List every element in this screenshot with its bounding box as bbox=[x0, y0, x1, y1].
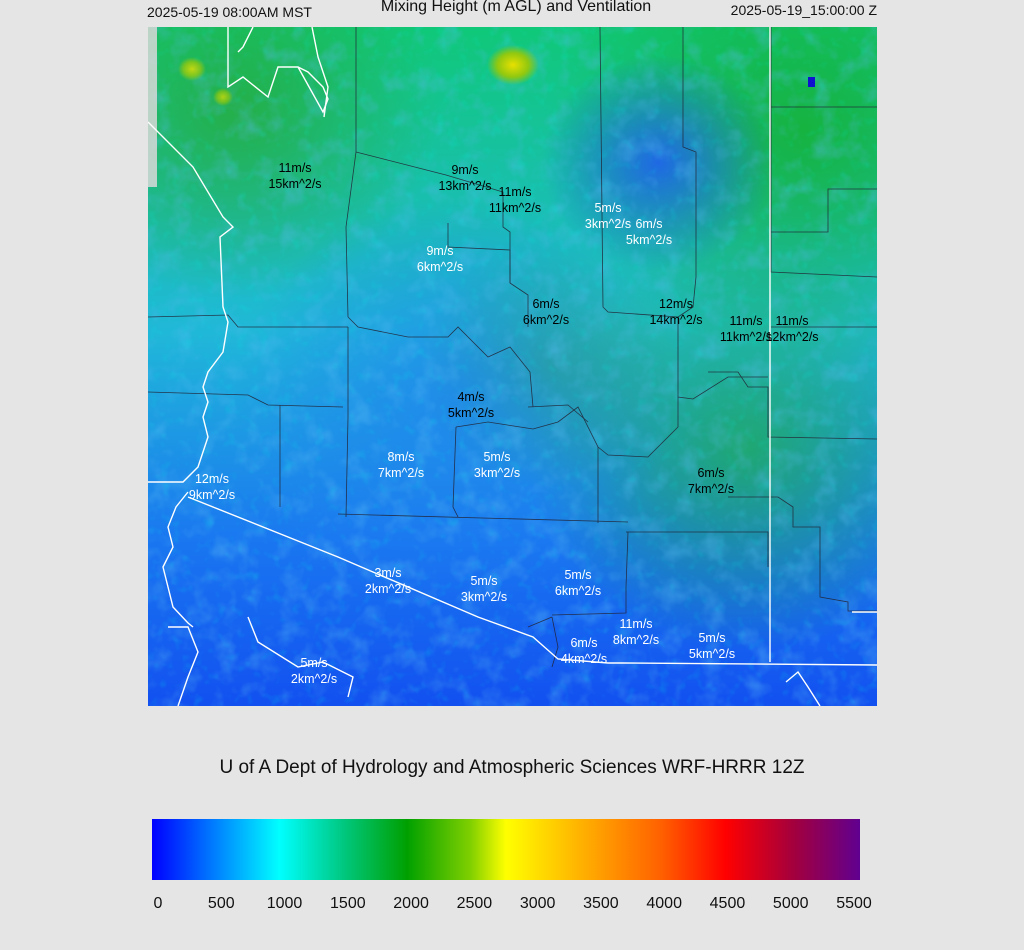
station-ventilation-label: 13km^2/s bbox=[438, 179, 492, 193]
station-ventilation-label: 7km^2/s bbox=[687, 482, 735, 496]
station-ventilation-label: 4km^2/s bbox=[560, 652, 608, 666]
colorbar-tick: 1500 bbox=[330, 895, 366, 912]
station-wind-label: 9m/s bbox=[426, 244, 454, 258]
station-ventilation-label: 3km^2/s bbox=[460, 590, 508, 604]
station-ventilation-label: 5km^2/s bbox=[625, 233, 673, 247]
station-ventilation-label: 2km^2/s bbox=[290, 672, 338, 686]
station-wind-label: 5m/s bbox=[300, 656, 328, 670]
station-ventilation-label: 2km^2/s bbox=[364, 582, 412, 596]
station-wind-label: 11m/s bbox=[498, 185, 532, 199]
colorbar-gradient bbox=[152, 819, 860, 880]
colorbar-tick: 1000 bbox=[266, 895, 303, 912]
station-wind-label: 9m/s bbox=[451, 163, 479, 177]
station-wind-label: 8m/s bbox=[387, 450, 415, 464]
colorbar-tick: 4500 bbox=[709, 895, 746, 912]
map-title: Mixing Height (m AGL) and Ventilation bbox=[380, 0, 652, 15]
station-ventilation-label: 14km^2/s bbox=[649, 313, 703, 327]
valid-time-local: 2025-05-19 08:00AM MST bbox=[147, 4, 312, 20]
mixing-height-map bbox=[148, 27, 877, 706]
station-wind-label: 11m/s bbox=[775, 314, 809, 328]
station-wind-label: 5m/s bbox=[483, 450, 511, 464]
station-wind-label: 6m/s bbox=[570, 636, 598, 650]
colorbar-tick: 3500 bbox=[583, 895, 619, 912]
station-ventilation-label: 8km^2/s bbox=[612, 633, 660, 647]
station-ventilation-label: 7km^2/s bbox=[377, 466, 425, 480]
station-wind-label: 6m/s bbox=[697, 466, 725, 480]
station-ventilation-label: 6km^2/s bbox=[416, 260, 464, 274]
colorbar-tick: 5000 bbox=[772, 895, 809, 912]
colorbar-tick: 2500 bbox=[456, 895, 493, 912]
station-wind-label: 5m/s bbox=[470, 574, 498, 588]
station-wind-label: 5m/s bbox=[564, 568, 592, 582]
colorbar-tick: 4000 bbox=[646, 895, 682, 912]
station-wind-label: 6m/s bbox=[635, 217, 663, 231]
station-wind-label: 4m/s bbox=[457, 390, 485, 404]
station-ventilation-label: 12km^2/s bbox=[765, 330, 819, 344]
station-wind-label: 12m/s bbox=[658, 297, 694, 311]
valid-time-utc: 2025-05-19_15:00:00 Z bbox=[730, 2, 877, 18]
colorbar-tick: 0 bbox=[153, 895, 163, 912]
station-ventilation-label: 6km^2/s bbox=[554, 584, 602, 598]
station-wind-label: 5m/s bbox=[698, 631, 726, 645]
station-ventilation-label: 11km^2/s bbox=[719, 330, 773, 344]
station-ventilation-label: 5km^2/s bbox=[447, 406, 495, 420]
colorbar-tick: 500 bbox=[207, 895, 235, 912]
station-ventilation-label: 11km^2/s bbox=[488, 201, 542, 215]
colorbar bbox=[152, 819, 860, 880]
colorbar-tick-labels bbox=[0, 895, 1024, 917]
station-ventilation-label: 3km^2/s bbox=[473, 466, 521, 480]
credit-line: U of A Dept of Hydrology and Atmospheric Sciences WRF-HRRR 12Z bbox=[219, 757, 805, 778]
station-ventilation-label: 9km^2/s bbox=[188, 488, 236, 502]
colorbar-tick: 5500 bbox=[836, 895, 872, 912]
station-wind-label: 5m/s bbox=[594, 201, 622, 215]
station-wind-label: 11m/s bbox=[278, 161, 312, 175]
station-ventilation-label: 15km^2/s bbox=[268, 177, 322, 191]
station-wind-label: 11m/s bbox=[619, 617, 653, 631]
min-value-spot bbox=[808, 77, 815, 87]
station-wind-label: 6m/s bbox=[532, 297, 560, 311]
station-ventilation-label: 6km^2/s bbox=[522, 313, 570, 327]
station-ventilation-label: 5km^2/s bbox=[688, 647, 736, 661]
station-wind-label: 11m/s bbox=[729, 314, 763, 328]
station-ventilation-label: 3km^2/s bbox=[584, 217, 632, 231]
colorbar-tick: 3000 bbox=[519, 895, 556, 912]
station-wind-label: 3m/s bbox=[374, 566, 402, 580]
map-canvas bbox=[148, 27, 877, 706]
colorbar-tick: 2000 bbox=[393, 895, 429, 912]
station-wind-label: 12m/s bbox=[194, 472, 230, 486]
